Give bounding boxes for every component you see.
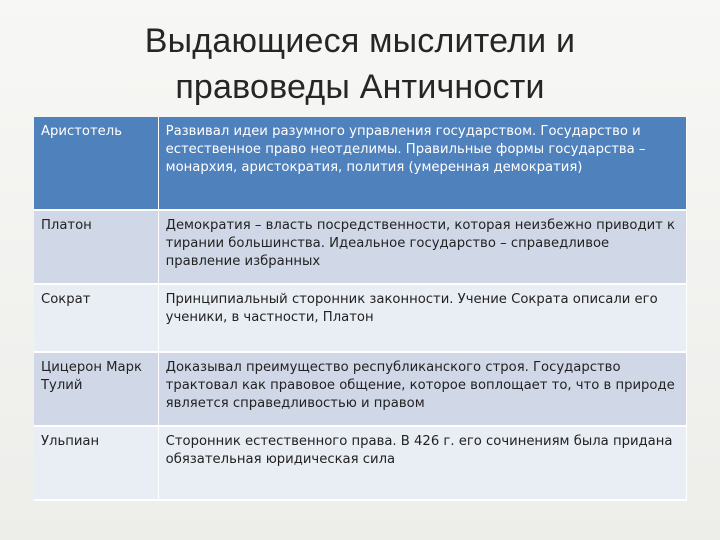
table-row-plato	[34, 211, 687, 285]
table-row-socrates	[34, 285, 687, 353]
thinker-description-cell: Принципиальный сторонник законности. Учение Сократа описали его ученики, в частности, Платон	[159, 285, 687, 353]
thinker-name-cell: Аристотель	[34, 117, 159, 211]
thinker-name-cell: Цицерон Марк Тулий	[34, 353, 159, 427]
thinker-description-cell: Сторонник естественного права. В 426 г. его сочинениям была придана обязательная юридическая сила	[159, 427, 687, 501]
table-row-ulpian	[34, 427, 687, 501]
thinker-name-cell: Сократ	[34, 285, 159, 353]
table-row-aristotle	[34, 117, 687, 211]
slide-title-line-2: правоведы Античности	[175, 68, 545, 106]
thinker-description-cell: Доказывал преимущество республиканского строя. Государство трактовал как правовое общение, которое воплощает то, что в природе является справедливостью и правом	[159, 353, 687, 427]
thinker-name-cell: Ульпиан	[34, 427, 159, 501]
thinker-description-cell: Демократия – власть посредственности, которая неизбежно приводит к тирании большинства. Идеальное государство – справедливое правление избранных	[159, 211, 687, 285]
thinker-description-cell: Развивал идеи разумного управления государством. Государство и естественное право неотделимы. Правильные формы государства – монархия, аристократия, полития (умеренная демократия)	[159, 117, 687, 211]
table-row-cicero	[34, 353, 687, 427]
slide-title-line-1: Выдающиеся мыслители и	[144, 22, 576, 60]
thinker-name-cell: Платон	[34, 211, 159, 285]
thinkers-table	[34, 117, 687, 501]
slide-title	[0, 18, 720, 110]
